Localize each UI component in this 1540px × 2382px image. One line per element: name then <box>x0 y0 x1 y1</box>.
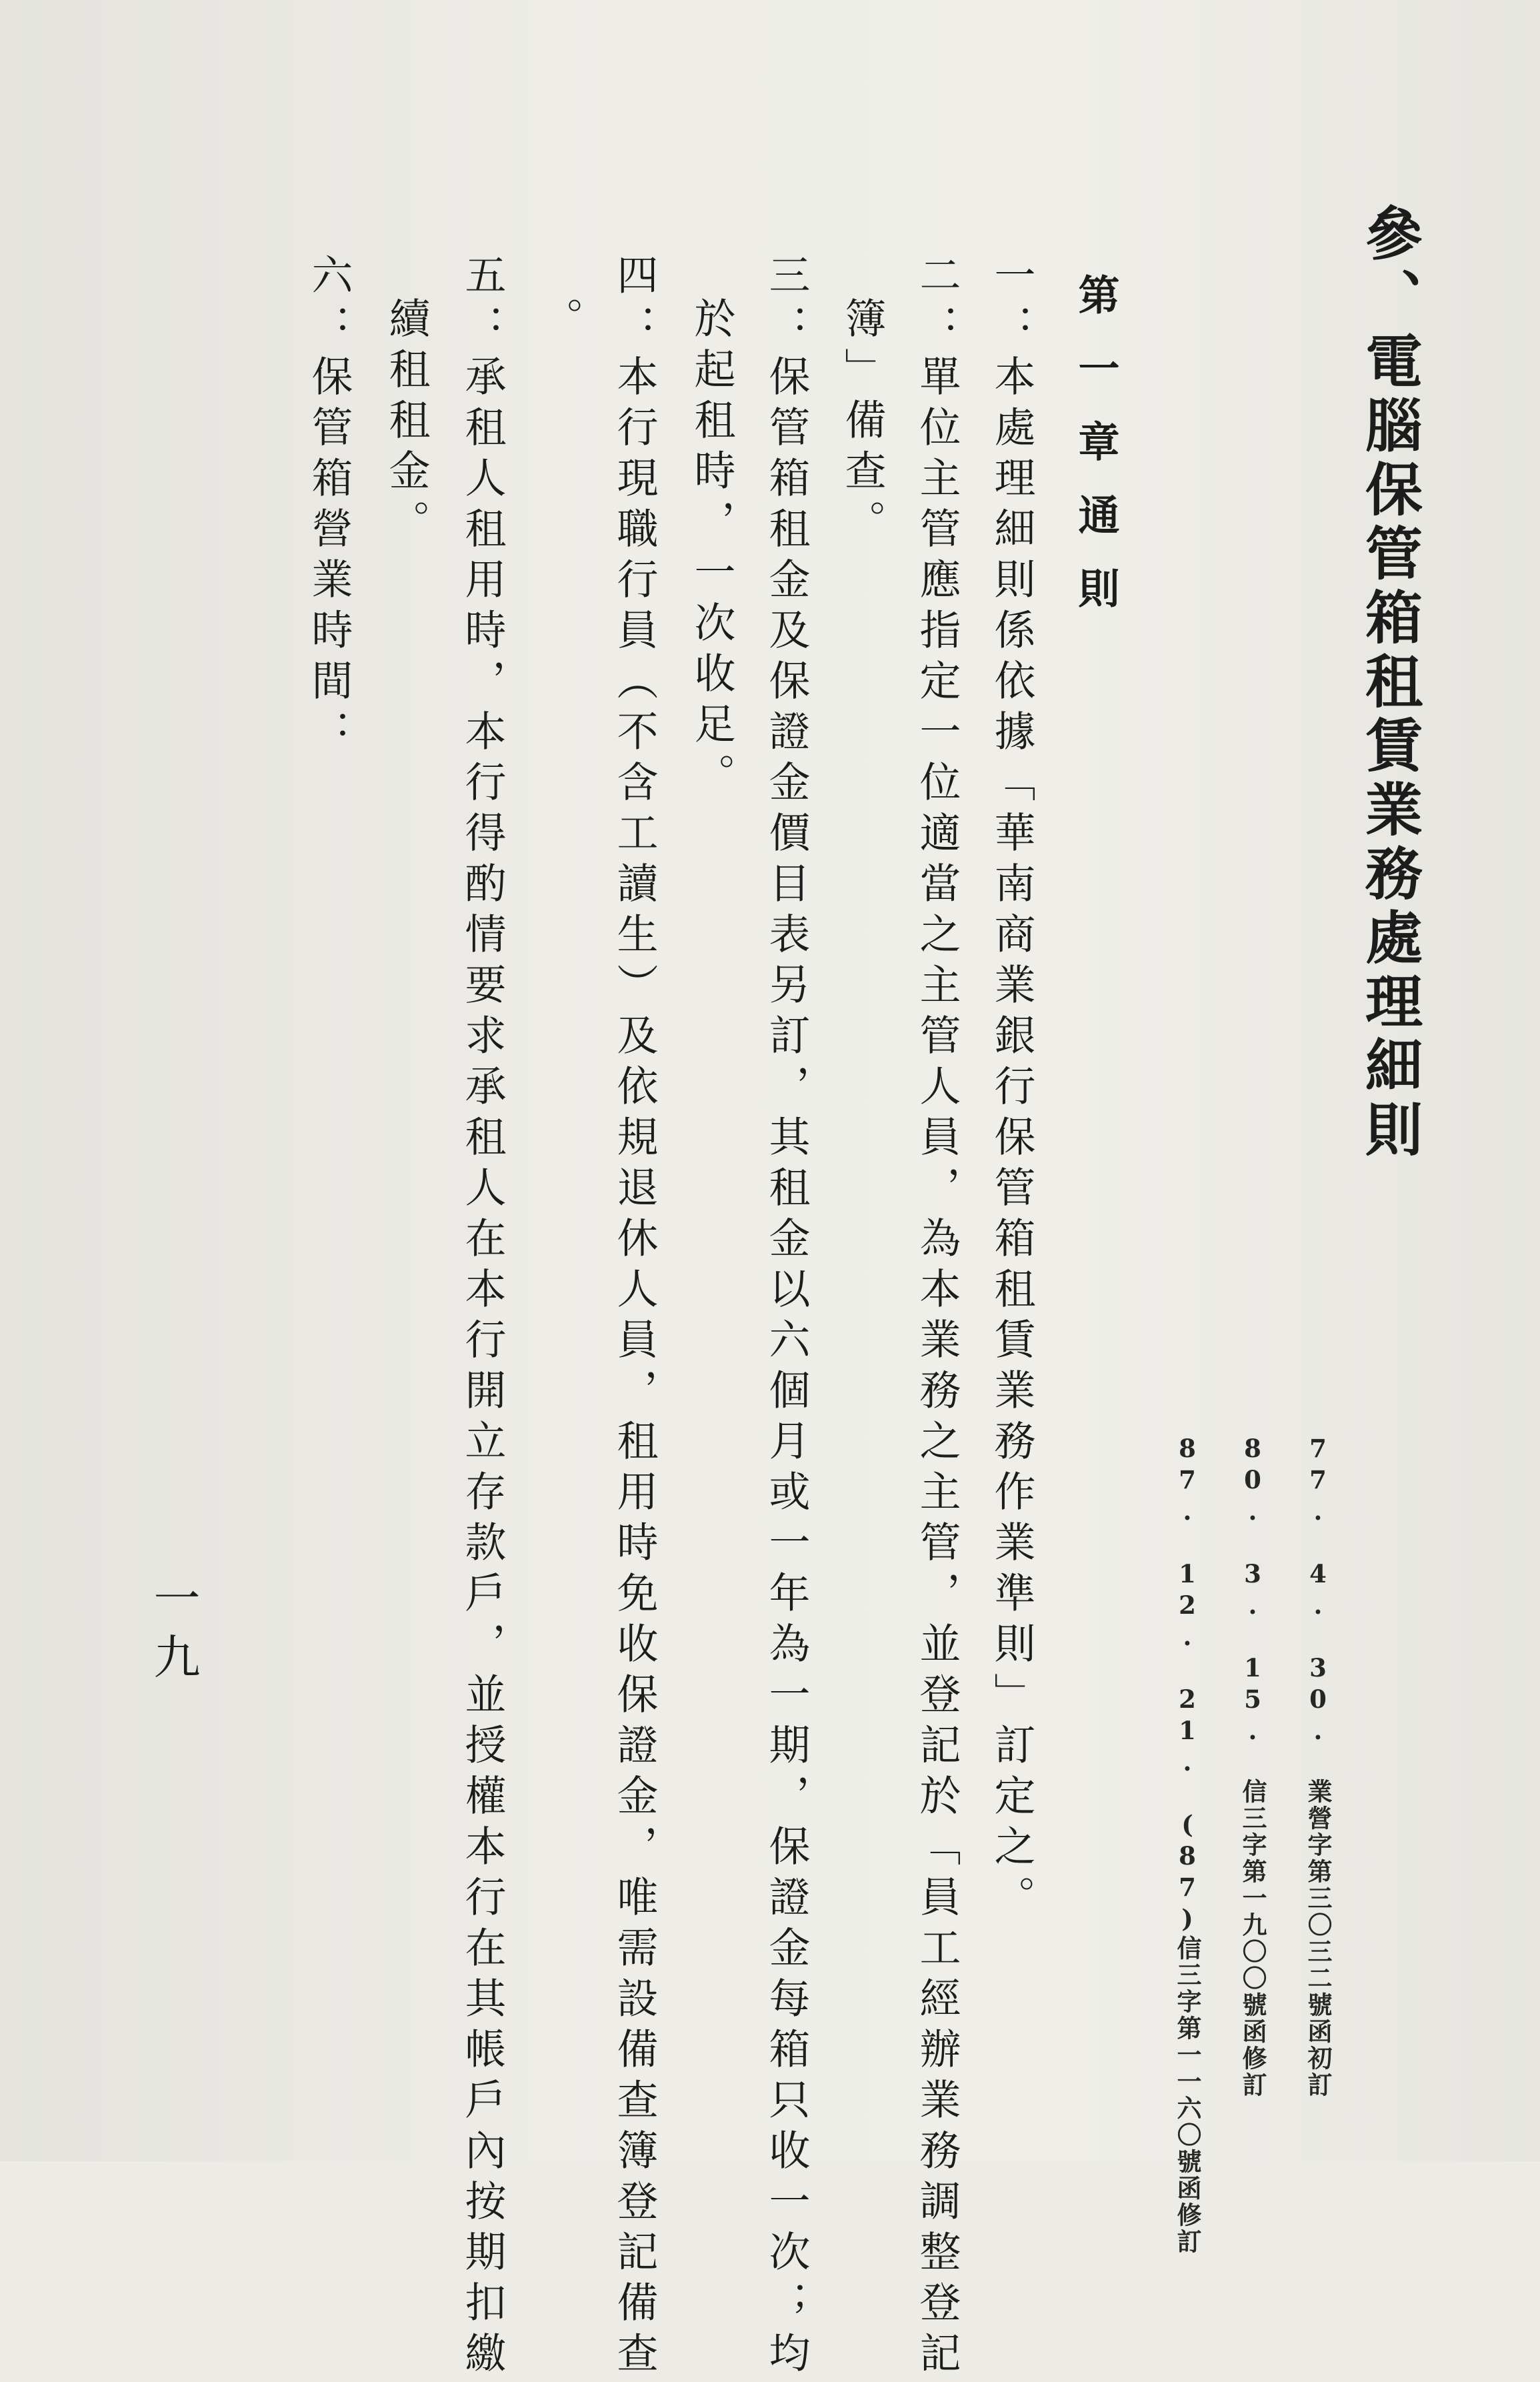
article-4: 四：本行現職行員（不含工讀生）及依規退休人員，租用時免收保證金，唯需設備查簿登記備查 <box>610 253 659 2382</box>
chapter-heading: 第一章通則 <box>1071 273 1120 640</box>
article-5-continued: 續租租金。 <box>382 297 431 550</box>
article-6: 六：保管箱營業時間： <box>305 253 353 760</box>
article-2: 二：單位主管應指定一位適當之主管人員，為本業務之主管，並登記於「員工經辦業務調整登記 <box>913 253 961 2382</box>
article-3-continued: 於起租時，一次收足。 <box>687 297 736 804</box>
article-1: 一：本處理細則係依據「華南商業銀行保管箱租賃業務作業準則」訂定之。 <box>987 253 1036 1926</box>
article-4-continued: 。 <box>535 297 584 347</box>
revision-note-1: 77. 4. 30. 業營字第三〇三二號函初訂 <box>1303 1434 1333 2099</box>
revision-note-2: 80. 3. 15. 信三字第一九〇〇號函修訂 <box>1238 1434 1267 2099</box>
article-2-continued: 簿」備查。 <box>838 297 887 550</box>
document-title: 參、電腦保管箱租賃業務處理細則 <box>1355 203 1423 1164</box>
page-number: 一九 <box>146 1574 201 1691</box>
article-5: 五：承租人租用時，本行得酌情要求承租人在本行開立存款戶，並授權本行在其帳戶內按期扣繳 <box>458 253 507 2382</box>
revision-note-3: 87. 12. 21. (87)信三字第一一六〇號函修訂 <box>1173 1434 1202 2255</box>
article-3: 三：保管箱租金及保證金價目表另訂，其租金以六個月或一年為一期，保證金每箱只收一次；均 <box>762 253 811 2382</box>
